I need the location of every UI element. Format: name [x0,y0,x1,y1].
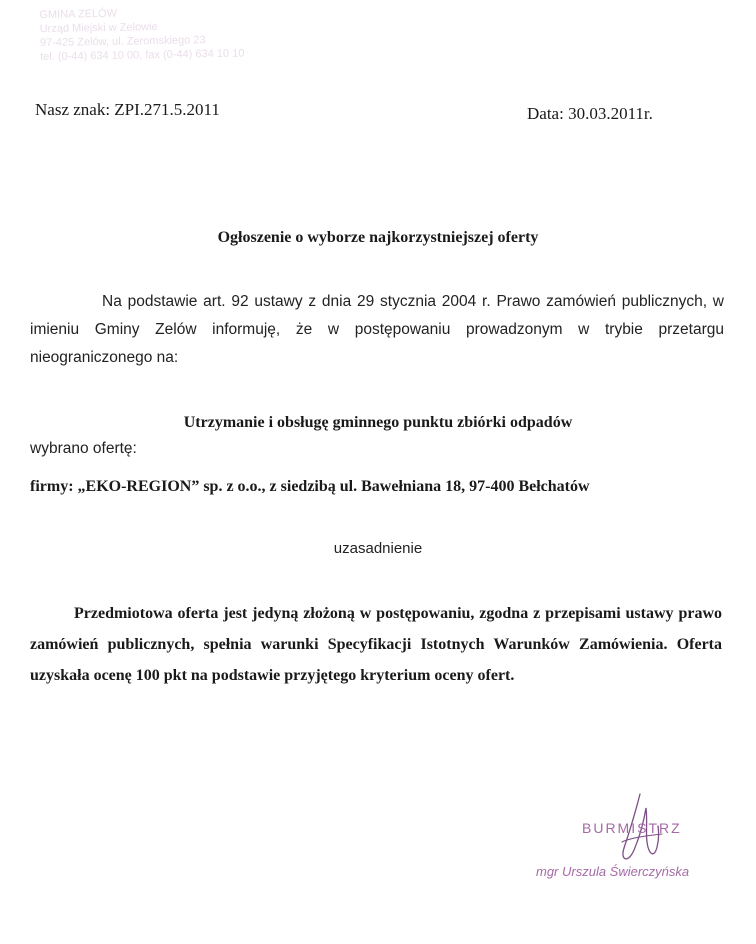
stamp-line: GMINA ZELÓW [39,7,118,22]
stamp-line: 97-425 Zelów, ul. Żeromskiego 23 [39,34,206,50]
signature-block [530,790,750,900]
selected-firm: firmy: „EKO-REGION” sp. z o.o., z siedzibą ul. Bawełniana 18, 97-400 Bełchatów [30,478,590,495]
chosen-offer-label: wybrano ofertę: [30,440,137,457]
document-title: Ogłoszenie o wyborze najkorzystniejszej oferty [217,229,539,246]
reference-number: Nasz znak: ZPI.271.5.2011 [35,100,220,119]
document-date: Data: 30.03.2011r. [527,104,653,123]
justification-heading: uzasadnienie [333,540,423,557]
stamp-line: Urząd Miejski w Zelowie [39,21,158,36]
justification-paragraph: Przedmiotowa oferta jest jedyną złożoną w postępowaniu, zgodna z przepisami ustawy prawo zamówień publicznych, spełnia warunki Specyfikacji Istotnych Warunków Zamówienia. Oferta uzyskała ocenę 100 pkt na podstawie przyjętego kryterium oceny ofert. [30,605,722,684]
mayor-name: mgr Urszula Świerczyńska [536,864,690,879]
stamp-line: tel. (0-44) 634 10 00, fax (0-44) 634 10 10 [40,47,245,64]
tender-subject: Utrzymanie i obsługę gminnego punktu zbiórki odpadów [183,414,573,431]
office-stamp [39,4,280,88]
intro-paragraph: Na podstawie art. 92 ustawy z dnia 29 stycznia 2004 r. Prawo zamówień publicznych, w imieniu Gminy Zelów informuję, że w postępowaniu prowadzonym w trybie przetargu nieograniczonego na: [30,293,724,366]
mayor-title: BURMISTRZ [582,820,682,836]
